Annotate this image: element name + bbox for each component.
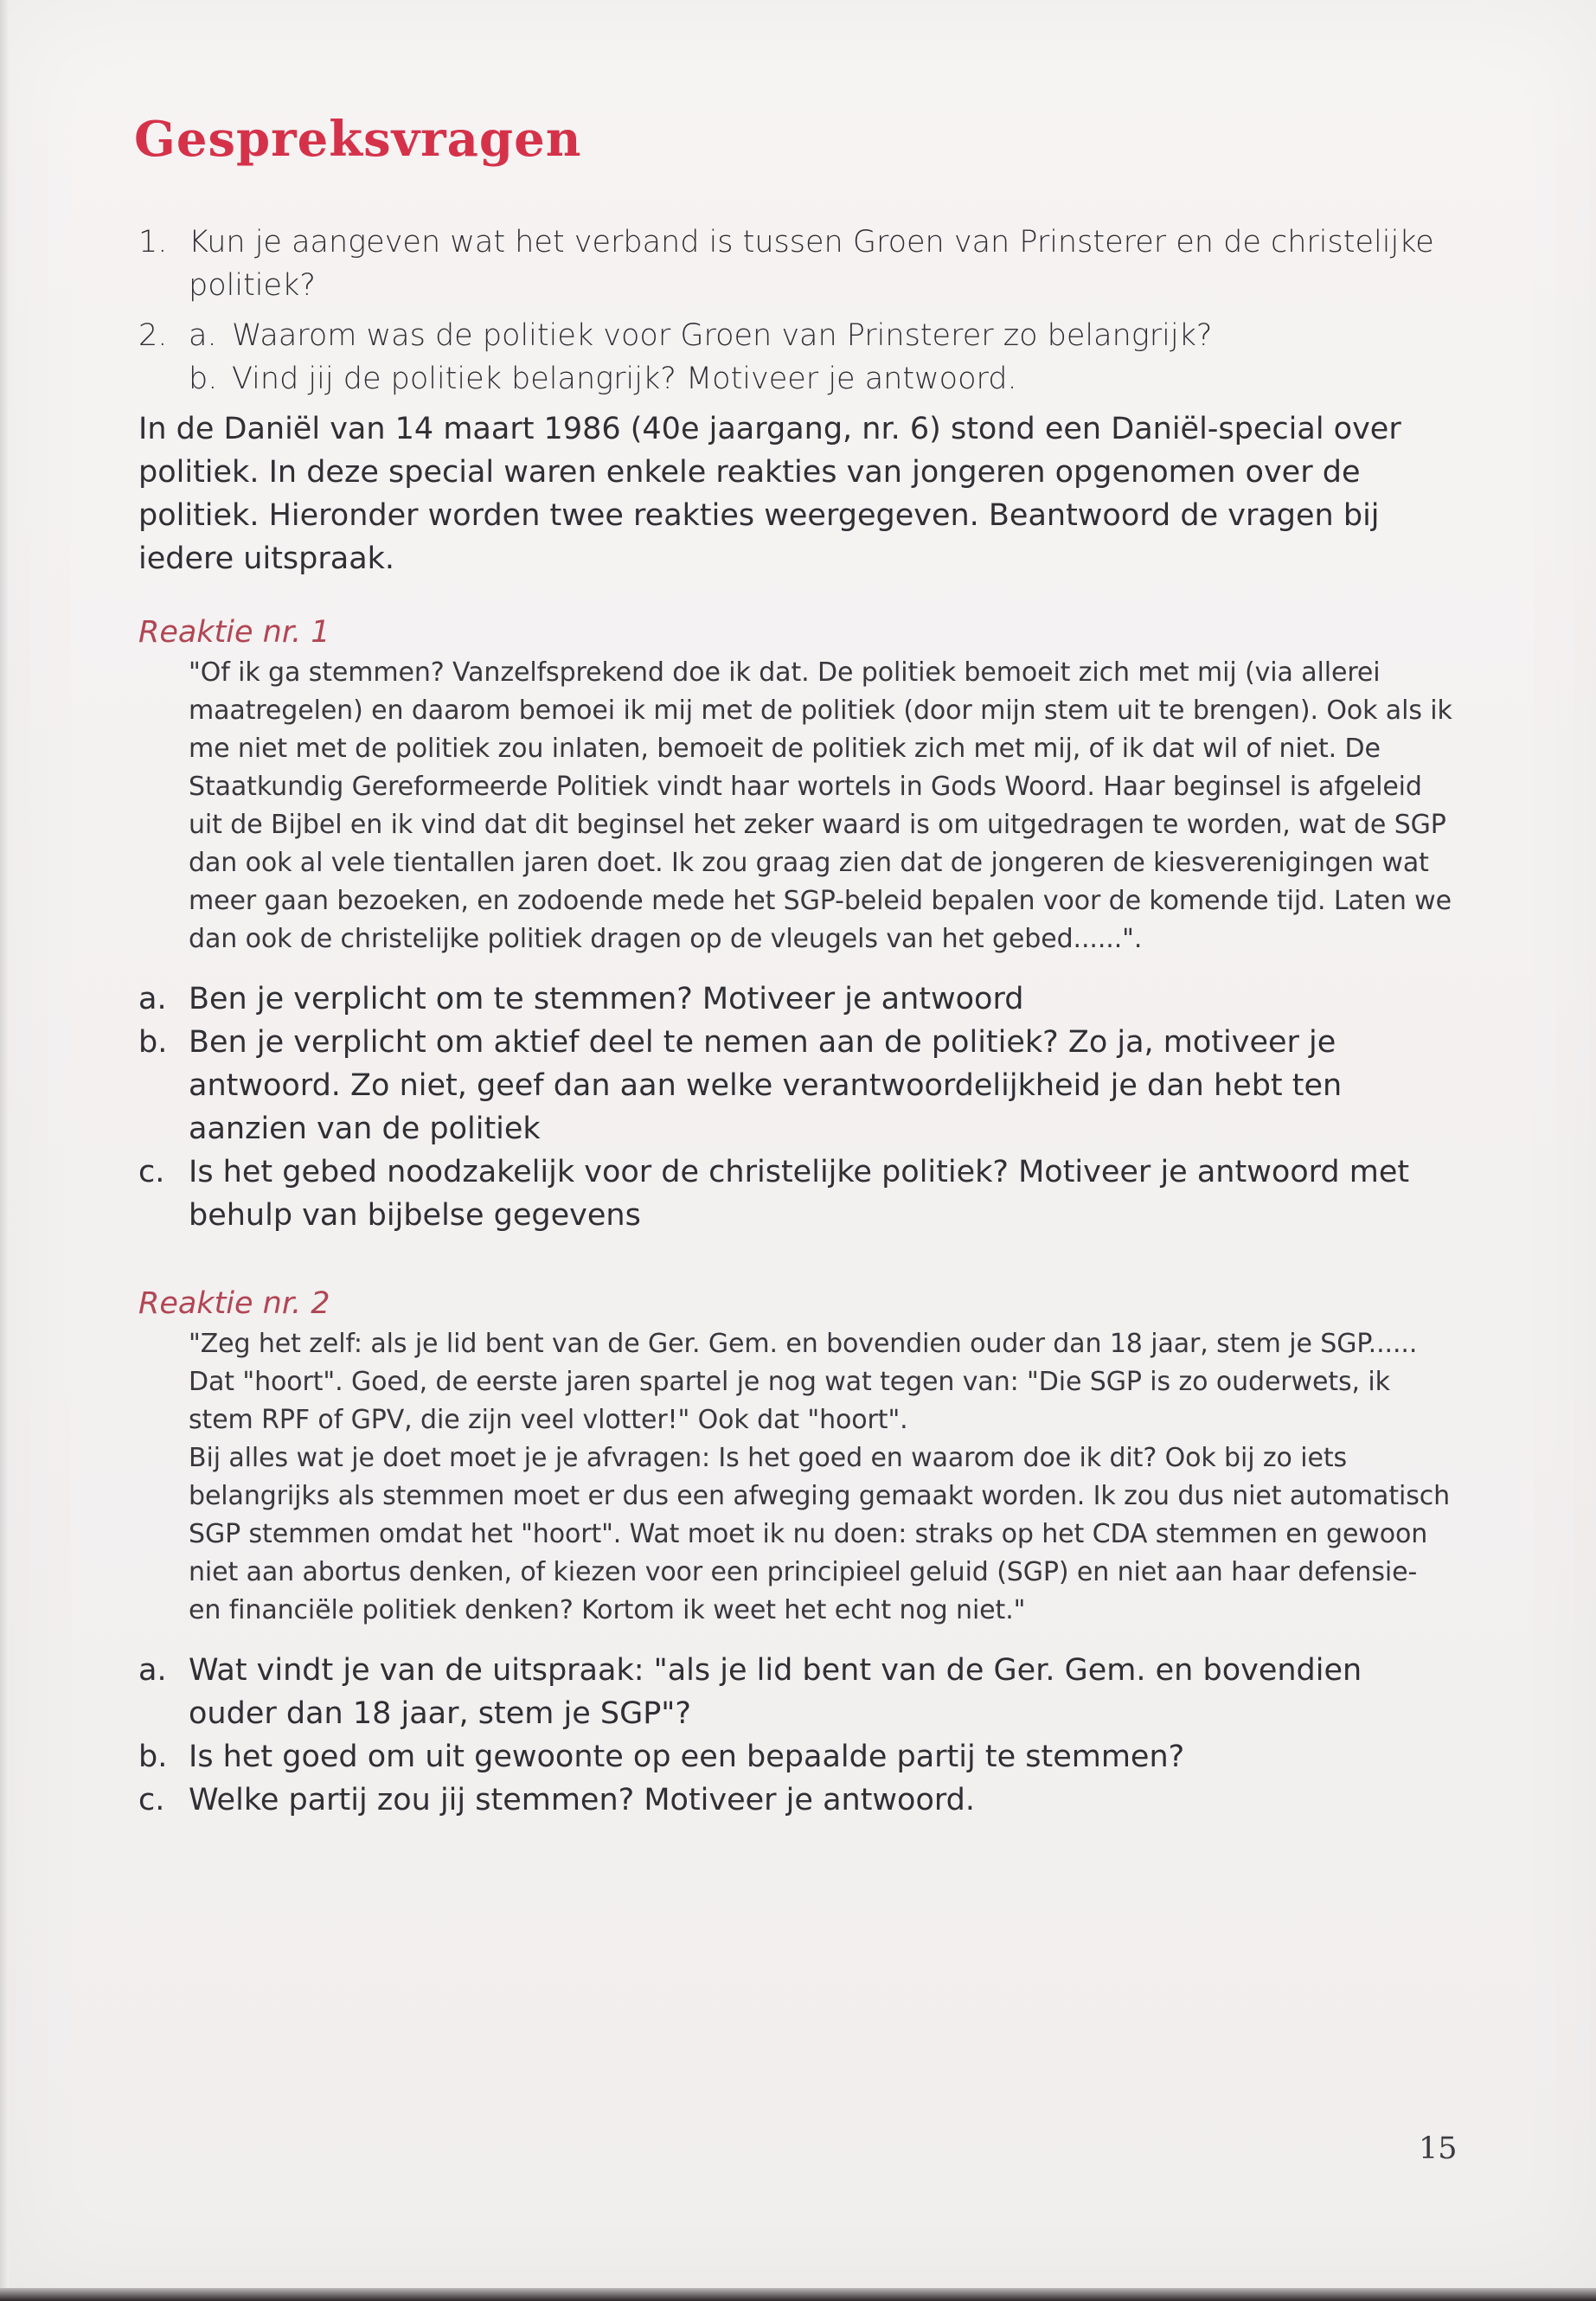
subitem-text: Waarom was de politiek voor Groen van Prinsterer zo belangrijk? <box>232 318 1213 353</box>
subitem-text: Vind jij de politiek belangrijk? Motiveer je antwoord. <box>232 362 1017 396</box>
document-page <box>9 0 1596 2288</box>
reaction-1-questions <box>138 977 1453 1237</box>
subitem-label: a. <box>189 318 217 353</box>
question-number: 1. <box>138 225 168 260</box>
reaction-2-questions <box>138 1649 1453 1822</box>
reaction-1-quote <box>189 654 1453 958</box>
reaction-2-question-a <box>138 1649 1453 1735</box>
quote-paragraph: Bij alles wat je doet moet je je afvragen: Is het goed en waarom doe ik dit? Ook bij zo iets belangrijks als stemmen moet er dus een afweging gemaakt worden. Ik zou dus niet automatisch SGP stemmen omdat het "hoort". Wat moet ik nu doen: straks op het CDA stemmen en gewoon niet aan abortus denken, of kiezen voor een principieel geluid (SGP) en niet aan haar defensie- en financiële politiek denken? Kortom ik weet het echt nog niet." <box>189 1443 1451 1625</box>
section-spacer <box>138 1237 1453 1273</box>
question-label: b. <box>138 1025 168 1060</box>
reaction-1-question-a <box>138 977 1453 1021</box>
reaction-2-quote <box>189 1325 1453 1630</box>
page-binding-shadow <box>0 0 9 2301</box>
reaction-2-question-c <box>138 1779 1453 1822</box>
question-text: Welke partij zou jij stemmen? Motiveer je antwoord. <box>189 1783 975 1817</box>
question-label: b. <box>138 1740 168 1774</box>
page-title: Gespreksvragen <box>134 111 582 168</box>
question-text: Kun je aangeven wat het verband is tussen Groen van Prinsterer en de christelijke politiek? <box>189 225 1434 303</box>
question-label: c. <box>138 1783 165 1817</box>
question-number: 2. <box>138 318 168 353</box>
question-1 <box>138 221 1453 307</box>
question-2 <box>138 314 1453 401</box>
question-2-a <box>189 314 1453 357</box>
intro-paragraph: In de Daniël van 14 maart 1986 (40e jaargang, nr. 6) stond een Daniël-special over politiek. In deze special waren enkele reakties van jongeren opgenomen over de politiek. Hieronder worden twee reakties weergegeven. Beantwoord de vragen bij iedere uitspraak. <box>138 412 1401 576</box>
question-text: Ben je verplicht om aktief deel te nemen aan de politiek? Zo ja, motiveer je antwoord. Zo niet, geef dan aan welke verantwoordelijkheid je dan hebt ten aanzien van de politiek <box>189 1025 1343 1146</box>
question-text: Ben je verplicht om te stemmen? Motiveer je antwoord <box>189 982 1024 1016</box>
reaction-2-title: Reaktie nr. 2 <box>138 1286 330 1321</box>
question-text: Is het goed om uit gewoonte op een bepaalde partij te stemmen? <box>189 1740 1185 1774</box>
question-label: a. <box>138 1653 167 1688</box>
quote-paragraph: "Of ik ga stemmen? Vanzelfsprekend doe ik dat. De politiek bemoeit zich met mij (via allerei maatregelen) en daarom bemoei ik mij met de politiek (door mijn stem uit te brengen). Ook als ik me niet met de politiek zou inlaten, bemoeit de politiek zich met mij, of ik dat wil of niet. De Staatkundig Gereformeerde Politiek vindt haar wortels in Gods Woord. Haar beginsel is afgeleid uit de Bijbel en ik vind dat dit beginsel het zeker waard is om uitgedragen te worden, wat de SGP dan ook al vele tientallen jaren doet. Ik zou graag zien dat de jongeren de kiesverenigingen wat meer gaan bezoeken, en zodoende mede het SGP-beleid bepalen voor de komende tijd. Laten we dan ook de christelijke politiek dragen op de vleugels van het gebed......". <box>189 657 1452 954</box>
quote-paragraph: "Zeg het zelf: als je lid bent van de Ger. Gem. en bovendien ouder dan 18 jaar, stem je SGP...... Dat "hoort". Goed, de eerste jaren spartel je nog wat tegen van: "Die SGP is zo ouderwets, ik stem RPF of GPV, die zijn veel vlotter!" Ook dat "hoort". <box>189 1329 1418 1435</box>
question-label: c. <box>138 1155 165 1189</box>
subitem-label: b. <box>189 362 218 396</box>
question-2-b <box>189 357 1453 401</box>
reaction-1-question-b <box>138 1021 1453 1150</box>
reaction-1-question-c <box>138 1150 1453 1237</box>
reaction-2-question-b <box>138 1735 1453 1779</box>
question-text: Wat vindt je van de uitspraak: "als je lid bent van de Ger. Gem. en bovendien ouder dan 18 jaar, stem je SGP"? <box>189 1653 1362 1731</box>
page-number: 15 <box>1419 2131 1458 2166</box>
reaction-1-title: Reaktie nr. 1 <box>138 615 330 650</box>
question-text: Is het gebed noodzakelijk voor de christelijke politiek? Motiveer je antwoord met behulp van bijbelse gegevens <box>189 1155 1410 1233</box>
main-content <box>138 221 1453 1822</box>
question-2-subitems <box>189 314 1453 401</box>
page-bottom-edge <box>0 2288 1596 2301</box>
question-label: a. <box>138 982 167 1016</box>
